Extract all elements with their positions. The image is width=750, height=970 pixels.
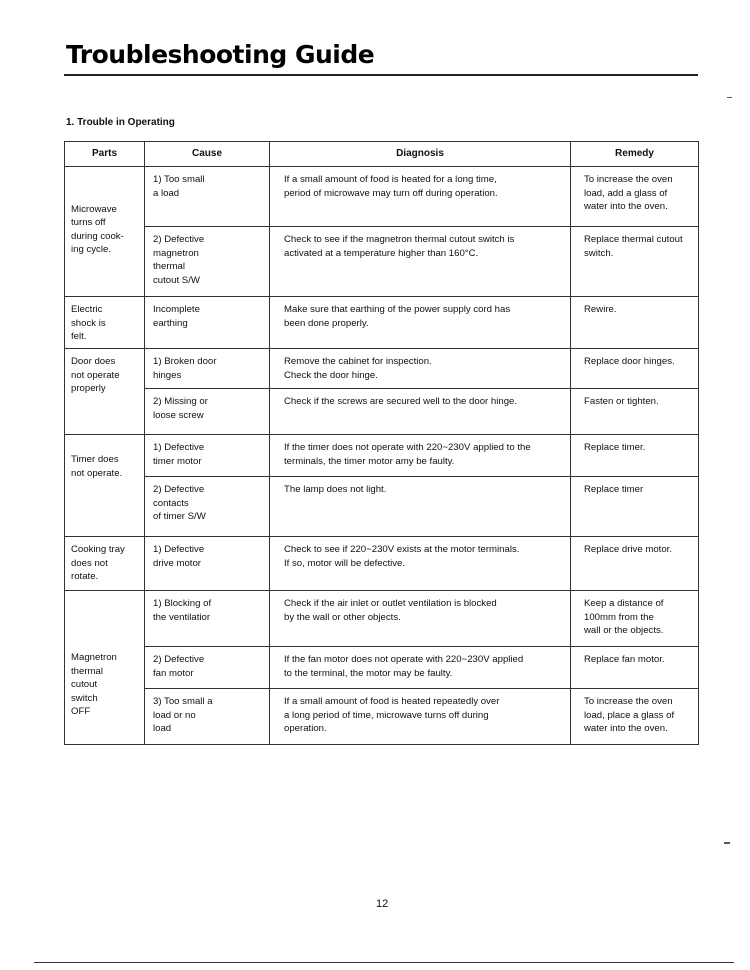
cause-cell: [145, 435, 270, 477]
diagnosis-cell: [270, 477, 571, 537]
table-row: [65, 227, 699, 297]
diagnosis-cell: [270, 389, 571, 435]
remedy-cell: [571, 647, 699, 689]
table-row: [65, 389, 699, 435]
remedy-text: Rewire.: [584, 304, 617, 315]
remedy-text: Replace fan motor.: [584, 654, 665, 665]
part-cell: [65, 297, 145, 349]
cause-text: 1) Defective timer motor: [153, 442, 205, 467]
remedy-cell: [571, 297, 699, 349]
remedy-cell: [571, 435, 699, 477]
cause-cell: [145, 477, 270, 537]
table-row: [65, 591, 699, 647]
scan-mark: [724, 842, 730, 844]
part-cell: [65, 537, 145, 591]
remedy-cell: [571, 537, 699, 591]
diagnosis-cell: [270, 435, 571, 477]
cause-text: 2) Defective contacts of timer S/W: [153, 484, 206, 522]
remedy-text: Replace timer: [584, 484, 644, 495]
remedy-text: To increase the oven load, place a glass of water into the oven.: [584, 696, 675, 734]
part-cell: [65, 591, 145, 745]
table-row: [65, 647, 699, 689]
cause-text: 2) Defective fan motor: [153, 654, 205, 679]
part-label: Cooking tray does not rotate.: [71, 544, 125, 582]
cause-text: 2) Missing or loose screw: [153, 396, 208, 421]
remedy-cell: [571, 349, 699, 389]
diagnosis-cell: [270, 349, 571, 389]
remedy-cell: [571, 689, 699, 745]
cause-text: 3) Too small a load or no load: [153, 696, 213, 734]
diagnosis-text: Check to see if 220~230V exists at the motor terminals. If so, motor will be defective.: [284, 544, 520, 569]
diagnosis-text: If a small amount of food is heated for a long time, period of microwave may turn off during operation.: [284, 174, 498, 199]
page-title: Troubleshooting Guide: [66, 40, 375, 69]
header-parts: Parts: [65, 142, 145, 167]
remedy-cell: [571, 227, 699, 297]
page-number: 12: [376, 898, 389, 910]
cause-text: 1) Broken door hinges: [153, 356, 217, 381]
header-diagnosis: Diagnosis: [270, 142, 571, 167]
remedy-cell: [571, 477, 699, 537]
diagnosis-cell: [270, 689, 571, 745]
cause-cell: [145, 689, 270, 745]
table-header-row: [65, 142, 699, 167]
part-label: Door does not operate properly: [71, 356, 120, 394]
cause-cell: [145, 647, 270, 689]
diagnosis-text: If the fan motor does not operate with 220~230V applied to the terminal, the motor may be faulty.: [284, 654, 524, 679]
table-row: [65, 477, 699, 537]
cause-text: 2) Defective magnetron thermal cutout S/W: [153, 234, 205, 286]
diagnosis-text: Make sure that earthing of the power supply cord has been done properly.: [284, 304, 511, 329]
cause-cell: [145, 389, 270, 435]
cause-cell: [145, 297, 270, 349]
scan-mark: [727, 97, 732, 98]
table-row: [65, 435, 699, 477]
header-cause: Cause: [145, 142, 270, 167]
remedy-text: Replace door hinges.: [584, 356, 675, 367]
remedy-text: Replace thermal cutout switch.: [584, 234, 683, 259]
diagnosis-cell: [270, 227, 571, 297]
diagnosis-text: Check if the screws are secured well to the door hinge.: [284, 396, 518, 407]
cause-cell: [145, 227, 270, 297]
title-underline: [64, 74, 698, 76]
remedy-text: Keep a distance of 100mm from the wall or the objects.: [584, 598, 664, 636]
remedy-cell: [571, 389, 699, 435]
table-row: [65, 689, 699, 745]
cause-text: 1) Defective drive motor: [153, 544, 205, 569]
section-heading: 1. Trouble in Operating: [66, 117, 175, 128]
troubleshooting-table: [64, 141, 699, 745]
footer-rule: [34, 962, 734, 963]
part-label: Magnetron thermal cutout switch OFF: [71, 652, 117, 717]
diagnosis-cell: [270, 297, 571, 349]
remedy-text: To increase the oven load, add a glass of water into the oven.: [584, 174, 673, 212]
table-row: [65, 167, 699, 227]
part-cell: [65, 167, 145, 297]
cause-cell: [145, 537, 270, 591]
table-row: [65, 297, 699, 349]
part-cell: [65, 435, 145, 537]
diagnosis-cell: [270, 167, 571, 227]
cause-cell: [145, 349, 270, 389]
table-row: [65, 537, 699, 591]
part-label: Microwave turns off during cook- ing cycle.: [71, 203, 124, 255]
cause-cell: [145, 591, 270, 647]
part-cell: [65, 349, 145, 435]
diagnosis-text: Check if the air inlet or outlet ventilation is blocked by the wall or other objects.: [284, 598, 497, 623]
remedy-text: Replace timer.: [584, 442, 646, 453]
diagnosis-cell: [270, 591, 571, 647]
table-row: [65, 349, 699, 389]
header-remedy: Remedy: [571, 142, 699, 167]
remedy-cell: [571, 167, 699, 227]
diagnosis-cell: [270, 537, 571, 591]
cause-cell: [145, 167, 270, 227]
diagnosis-text: If a small amount of food is heated repeatedly over a long period of time, microwave turns off during operation.: [284, 696, 500, 734]
remedy-text: Fasten or tighten.: [584, 396, 659, 407]
diagnosis-text: The lamp does not light.: [284, 484, 387, 495]
diagnosis-text: Check to see if the magnetron thermal cutout switch is activated at a temperature higher than 160°C.: [284, 234, 515, 259]
part-label: Electric shock is felt.: [71, 304, 106, 342]
cause-text: 1) Too small a load: [153, 174, 205, 199]
remedy-cell: [571, 591, 699, 647]
diagnosis-cell: [270, 647, 571, 689]
diagnosis-text: Remove the cabinet for inspection. Check the door hinge.: [284, 356, 432, 381]
cause-text: Incomplete earthing: [153, 304, 200, 329]
diagnosis-text: If the timer does not operate with 220~230V applied to the terminals, the timer motor amy be faulty.: [284, 442, 531, 467]
cause-text: 1) Blocking of the ventilatior: [153, 598, 212, 623]
remedy-text: Replace drive motor.: [584, 544, 672, 555]
part-label: Timer does not operate.: [71, 454, 123, 479]
